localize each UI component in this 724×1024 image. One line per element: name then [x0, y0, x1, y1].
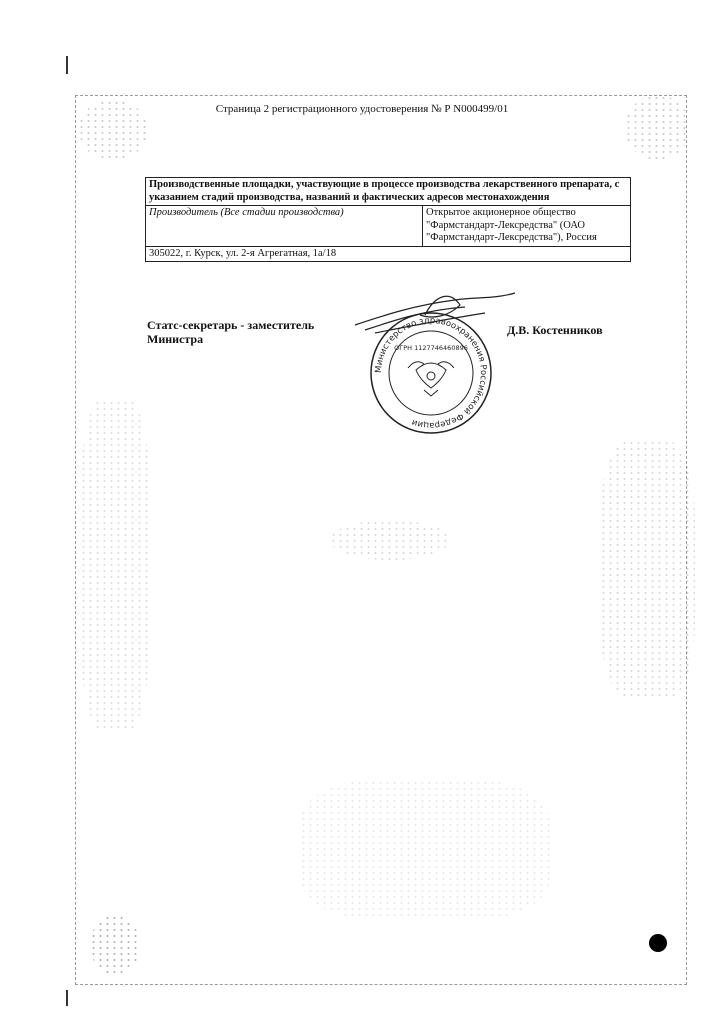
stage-cell: Производитель (Все стадии производства)	[146, 206, 423, 247]
page-header: Страница 2 регистрационного удостоверения № Р N000499/01	[215, 103, 509, 115]
scan-edge-mark	[66, 56, 68, 74]
address-cell: 305022, г. Курск, ул. 2-я Агрегатная, 1а/18	[146, 246, 631, 262]
scan-noise	[600, 440, 695, 700]
scan-noise	[90, 915, 140, 975]
signatory-title	[147, 318, 314, 346]
scan-noise	[330, 520, 450, 560]
scan-noise	[80, 400, 150, 730]
eagle-emblem-icon	[408, 362, 454, 396]
signatory-name: Д.В. Костенников	[507, 323, 603, 337]
signatory-title-line1: Статс-секретарь - заместитель	[147, 318, 315, 332]
scan-noise	[300, 780, 550, 920]
scan-edge-mark	[66, 990, 68, 1006]
punch-hole-dot	[649, 934, 667, 952]
company-cell: Открытое акционерное общество "Фармстандарт-Лексредства" (ОАО "Фармстандарт-Лексредства"), Россия	[423, 206, 631, 247]
handwritten-signature	[335, 285, 535, 345]
stamp-ogrn: ОГРН 1127746460896	[394, 344, 468, 352]
signatory-title-line2: Министра	[147, 332, 204, 346]
table-header-cell: Производственные площадки, участвующие в процессе производства лекарственного препарата, с указанием стадий производства, названий и фактических адресов местонахождения	[146, 178, 631, 206]
production-sites-table	[145, 177, 631, 262]
stamp-ring-text: Министерство здравоохранения Российской Федерации	[373, 315, 489, 431]
